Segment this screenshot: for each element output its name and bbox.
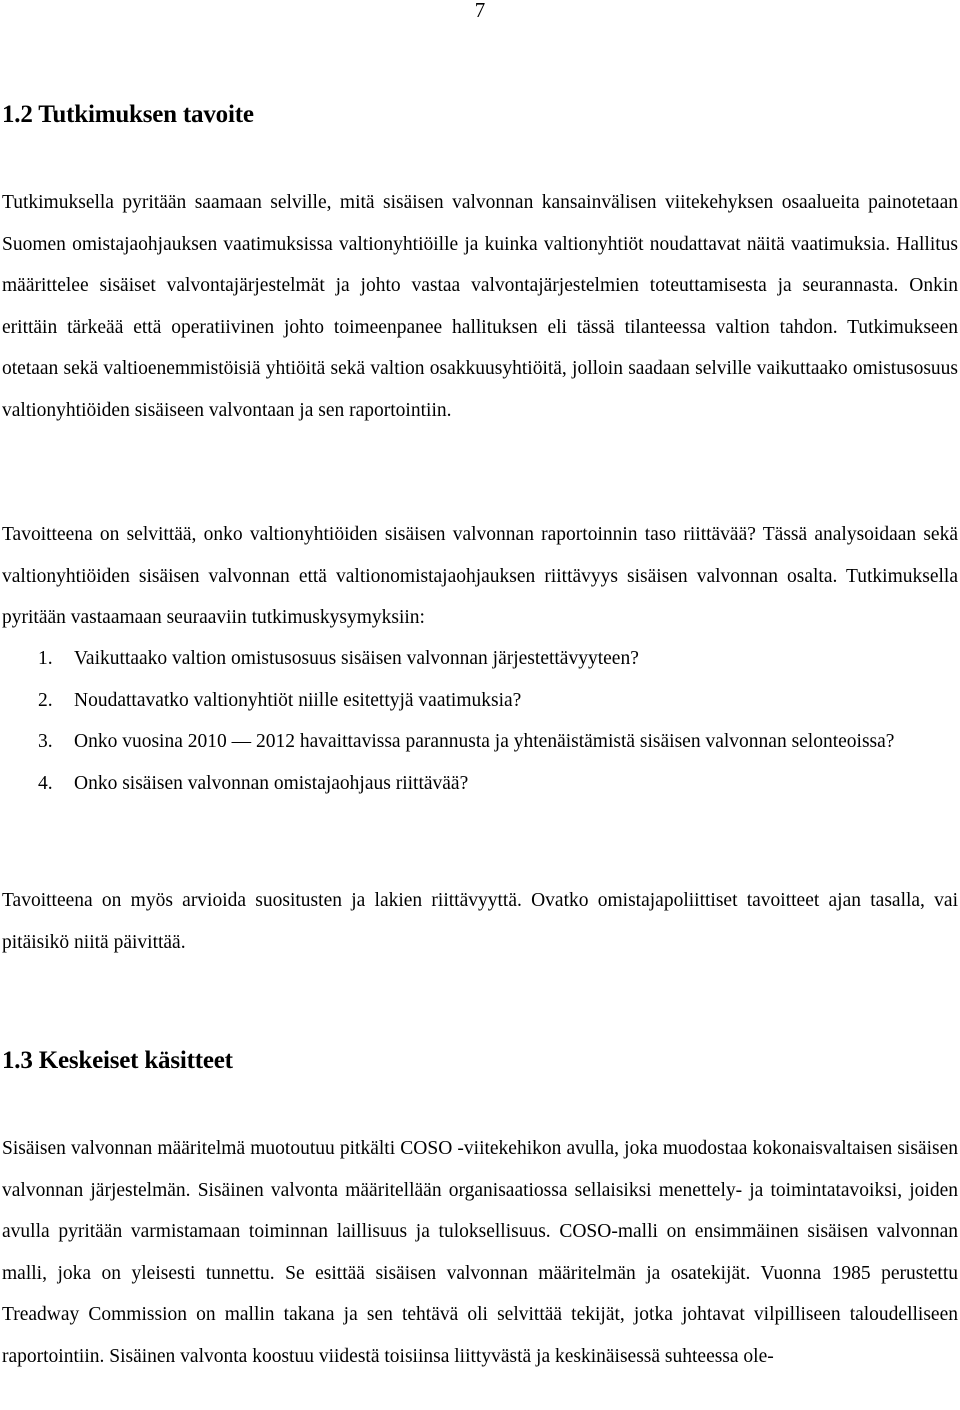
list-item	[0, 721, 958, 763]
list-item	[0, 638, 958, 680]
section-heading-1-2: 1.2 Tutkimuksen tavoite	[2, 101, 254, 128]
section-heading-1-3: 1.3 Keskeiset käsitteet	[2, 1047, 233, 1074]
paragraph-research-goal: Tutkimuksella pyritään saamaan selville, mitä sisäisen valvonnan kansainvälisen viitekehyksen osaalueita painotetaan Suomen omistajaohjauksen vaatimuksissa valtionyhtiöille ja kuinka valtionyhtiöt noudattavat näitä vaatimuksia. Hallitus määrittelee sisäiset valvontajärjestelmät ja johto vastaa valvontajärjestelmien toteuttamisesta ja seurannasta. Onkin erittäin tärkeää että operatiivinen johto toimeenpanee hallituksen eli tässä tilanteessa valtion tahdon. Tutkimukseen otetaan sekä valtioenemmistöisiä yhtiöitä sekä valtion osakkuusyhtiöitä, jolloin saadaan selville vaikuttaako omistusosuus valtionyhtiöiden sisäiseen valvontaan ja sen raportointiin.	[2, 192, 958, 421]
paragraph-objective: Tavoitteena on selvittää, onko valtionyhtiöiden sisäisen valvonnan raportoinnin taso riittävää? Tässä analysoidaan sekä valtionyhtiöiden sisäisen valvonnan että valtionomistajaohjauksen riittävyys sisäisen valvonnan osalta. Tutkimuksella pyritään vastaamaan seuraaviin tutkimuskysymyksiin:	[2, 524, 958, 628]
list-item-text: Onko sisäisen valvonnan omistajaohjaus riittävää?	[74, 772, 469, 794]
list-item-number: 3.	[38, 731, 53, 752]
list-item-text: Noudattavatko valtionyhtiöt niille esitettyjä vaatimuksia?	[74, 689, 522, 711]
list-item-text: Vaikuttaako valtion omistusosuus sisäisen valvonnan järjestettävyyteen?	[74, 648, 639, 669]
paragraph-additional-goal: Tavoitteena on myös arvioida suositusten ja lakien riittävyyttä. Ovatko omistajapoliittiset tavoitteet ajan tasalla, vai pitäisikö niitä päivittää.	[2, 890, 958, 953]
page-number: 7	[474, 0, 486, 22]
list-item-text: Onko vuosina 2010 — 2012 havaittavissa parannusta ja yhtenäistämistä sisäisen valvonnan selonteoissa?	[74, 731, 895, 752]
list-item-number: 1.	[38, 648, 53, 669]
list-item	[0, 680, 958, 722]
list-item-number: 4.	[38, 772, 53, 794]
list-item-number: 2.	[38, 689, 53, 711]
research-questions-list	[0, 638, 958, 804]
paragraph-key-concepts: Sisäisen valvonnan määritelmä muotoutuu pitkälti COSO -viitekehikon avulla, joka muodostaa kokonaisvaltaisen sisäisen valvonnan järjestelmän. Sisäinen valvonta määritellään organisaatiossa sellaisiksi menettely- ja toimintatavoiksi, joiden avulla pyritään varmistamaan toiminnan laillisuus ja tuloksellisuus. COSO-malli on ensimmäinen sisäisen valvonnan malli, joka on yleisesti tunnettu. Se esittää sisäisen valvonnan määritelmän ja osatekijät. Vuonna 1985 perustettu Treadway Commission on mallin takana ja sen tehtävä oli selvittää tekijät, jotka johtavat vilpilliseen taloudelliseen raportointiin. Sisäinen valvonta koostuu viidestä toisiinsa liittyvästä ja keskinäisessä suhteessa ole-	[2, 1138, 958, 1367]
list-item	[0, 763, 958, 805]
